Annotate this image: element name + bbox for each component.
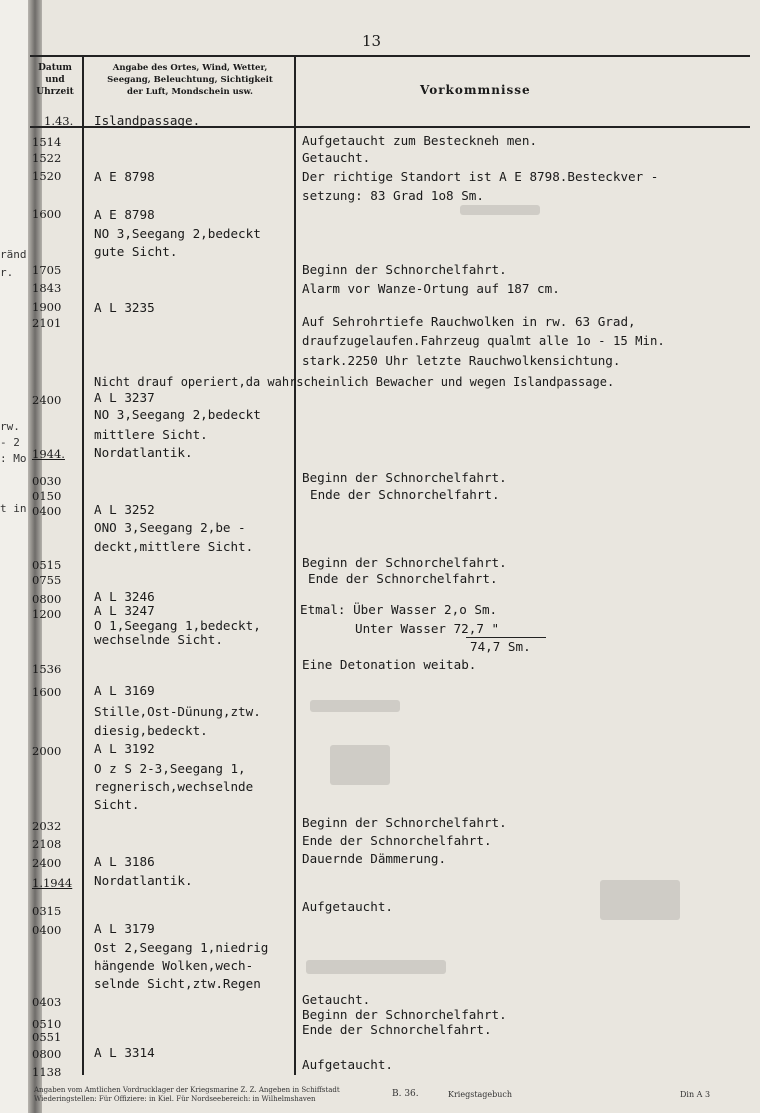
time-entry: 1944. — [32, 447, 65, 461]
location-entry: Ost 2,Seegang 1,niedrig — [94, 940, 269, 955]
time-entry: 2400 — [32, 856, 62, 870]
time-entry: 0403 — [32, 995, 62, 1009]
location-entry: Nordatlantik. — [94, 873, 193, 888]
time-entry: 1843 — [32, 281, 62, 295]
event-entry: Beginn der Schnorchelfahrt. — [302, 555, 507, 570]
sum-underline — [466, 637, 546, 638]
header-location-column — [86, 62, 294, 98]
location-entry: diesig,bedeckt. — [94, 723, 208, 738]
margin-fragment: ränd — [0, 248, 27, 261]
footer-printer-note — [34, 1086, 354, 1104]
event-entry: Eine Detonation weitab. — [302, 657, 477, 672]
footer-line: Angaben vom Amtlichen Vordrucklager der Kriegsmarine Z. Z. Angeben in Schiffstadt — [34, 1086, 340, 1094]
time-entry: 1600 — [32, 685, 62, 699]
location-entry: mittlere Sicht. — [94, 427, 208, 442]
location-entry: regnerisch,wechselnde — [94, 779, 254, 794]
event-entry: Etmal: Über Wasser 2,o Sm. — [300, 602, 498, 617]
location-entry: O z S 2-3,Seegang 1, — [94, 761, 246, 776]
time-entry: 0800 — [32, 592, 62, 606]
event-entry: Der richtige Standort ist A E 8798.Besteckver - — [302, 169, 659, 184]
time-entry: 1520 — [32, 169, 62, 183]
event-entry: draufzugelaufen.Fahrzeug qualmt alle 1o - 15 Min. — [302, 334, 665, 348]
footer-form-id: B. 36. — [392, 1089, 419, 1099]
location-entry: NO 3,Seegang 2,bedeckt — [94, 407, 261, 422]
event-entry: Ende der Schnorchelfahrt. — [308, 571, 498, 586]
header-date-line: und — [45, 75, 65, 85]
event-entry: Ende der Schnorchelfahrt. — [302, 833, 492, 848]
event-entry: Beginn der Schnorchelfahrt. — [302, 470, 507, 485]
time-entry: 2000 — [32, 744, 62, 758]
location-entry-long: Nicht drauf operiert,da wahrscheinlich Bewacher und wegen Islandpassage. — [94, 375, 615, 389]
bleed-through-mark — [306, 960, 446, 974]
location-entry: A L 3235 — [94, 300, 155, 315]
header-location-line: Angabe des Ortes, Wind, Wetter, — [112, 63, 268, 73]
time-entry: 0400 — [32, 923, 62, 937]
location-entry: A L 3252 — [94, 502, 155, 517]
margin-fragment: - 2 — [0, 436, 20, 449]
time-entry: 0150 — [32, 489, 62, 503]
time-entry: 2108 — [32, 837, 62, 851]
column-rule-2 — [294, 55, 296, 1075]
location-entry: A L 3247 — [94, 603, 155, 618]
header-location-line: Seegang, Beleuchtung, Sichtigkeit — [107, 75, 273, 85]
location-entry: NO 3,Seegang 2,bedeckt — [94, 226, 261, 241]
margin-fragment: rw. — [0, 420, 20, 433]
time-entry: 0030 — [32, 474, 62, 488]
time-entry: 0551 — [32, 1030, 62, 1044]
time-entry: 0800 — [32, 1047, 62, 1061]
footer-line: Wiederingstellen: Für Offiziere: in Kiel. Für Nordseebereich: in Wilhelmshaven — [34, 1095, 316, 1103]
event-entry: Ende der Schnorchelfahrt. — [302, 1022, 492, 1037]
location-entry: A L 3186 — [94, 854, 155, 869]
time-entry: 1.1944 — [32, 876, 73, 890]
event-entry: setzung: 83 Grad 1o8 Sm. — [302, 188, 484, 203]
location-entry: Sicht. — [94, 797, 140, 812]
header-date-line: Datum — [38, 63, 72, 73]
location-entry: A L 3246 — [94, 589, 155, 604]
location-entry: deckt,mittlere Sicht. — [94, 539, 254, 554]
bleed-through-mark — [460, 205, 540, 215]
event-entry: Unter Wasser 72,7 " — [355, 621, 500, 636]
time-entry: 1200 — [32, 607, 62, 621]
event-entry: Getaucht. — [302, 150, 371, 165]
time-entry: 1536 — [32, 662, 62, 676]
header-date-column — [30, 62, 80, 98]
time-entry: 1.43. — [44, 114, 74, 128]
left-margin — [0, 0, 28, 1113]
time-entry: 1514 — [32, 135, 62, 149]
header-location-line: der Luft, Mondschein usw. — [127, 87, 253, 97]
location-entry: wechselnde Sicht. — [94, 632, 223, 647]
time-entry: 1522 — [32, 151, 62, 165]
location-entry: O 1,Seegang 1,bedeckt, — [94, 618, 261, 633]
event-entry: Getaucht. — [302, 992, 371, 1007]
page-number: 13 — [362, 32, 382, 50]
event-entry: Aufgetaucht. — [302, 899, 393, 914]
event-entry: stark.2250 Uhr letzte Rauchwolkensichtung. — [302, 353, 621, 368]
location-entry: A L 3237 — [94, 390, 155, 405]
event-entry: Beginn der Schnorchelfahrt. — [302, 1007, 507, 1022]
location-entry: Islandpassage. — [94, 113, 201, 128]
time-entry: 2101 — [32, 316, 62, 330]
location-entry: selnde Sicht,ztw.Regen — [94, 976, 261, 991]
time-entry: 0315 — [32, 904, 62, 918]
time-entry: 0510 — [32, 1017, 62, 1031]
event-entry: 74,7 Sm. — [470, 639, 531, 654]
binding-shadow — [28, 0, 42, 1113]
location-entry: Nordatlantik. — [94, 445, 193, 460]
event-entry: Aufgetaucht zum Besteckneh men. — [302, 133, 538, 148]
location-entry: Stille,Ost-Dünung,ztw. — [94, 704, 261, 719]
location-entry: gute Sicht. — [94, 244, 178, 259]
event-entry: Beginn der Schnorchelfahrt. — [302, 815, 507, 830]
location-entry: A E 8798 — [94, 169, 155, 184]
event-entry: Aufgetaucht. — [302, 1057, 393, 1072]
footer-sheet-size: Din A 3 — [680, 1090, 711, 1099]
footer-form-name: Kriegstagebuch — [448, 1090, 513, 1099]
time-entry: 1600 — [32, 207, 62, 221]
time-entry: 0515 — [32, 558, 62, 572]
location-entry: ONO 3,Seegang 2,be - — [94, 520, 246, 535]
time-entry: 0400 — [32, 504, 62, 518]
location-entry: A L 3179 — [94, 921, 155, 936]
location-entry: A L 3192 — [94, 741, 155, 756]
margin-fragment: t in — [0, 502, 27, 515]
event-entry: Beginn der Schnorchelfahrt. — [302, 262, 507, 277]
event-entry: Ende der Schnorchelfahrt. — [310, 487, 500, 502]
bleed-through-mark — [330, 745, 390, 785]
time-entry: 2400 — [32, 393, 62, 407]
time-entry: 1900 — [32, 300, 62, 314]
time-entry: 2032 — [32, 819, 62, 833]
top-rule — [30, 55, 750, 57]
event-entry: Auf Sehrohrtiefe Rauchwolken in rw. 63 Grad, — [302, 314, 636, 329]
bleed-through-mark — [600, 880, 680, 920]
location-entry: A L 3314 — [94, 1045, 155, 1060]
event-entry: Alarm vor Wanze-Ortung auf 187 cm. — [302, 281, 560, 296]
header-events-column: Vorkommnisse — [420, 83, 531, 97]
time-entry: 0755 — [32, 573, 62, 587]
location-entry: hängende Wolken,wech- — [94, 958, 254, 973]
time-entry: 1138 — [32, 1065, 62, 1079]
event-entry: Dauernde Dämmerung. — [302, 851, 447, 866]
bleed-through-mark — [310, 700, 400, 712]
margin-fragment: r. — [0, 266, 14, 279]
location-entry: A L 3169 — [94, 683, 155, 698]
column-rule-1 — [82, 55, 84, 1075]
header-date-line: Uhrzeit — [36, 87, 74, 97]
margin-fragment: : Mo — [0, 452, 27, 465]
time-entry: 1705 — [32, 263, 62, 277]
location-entry: A E 8798 — [94, 207, 155, 222]
